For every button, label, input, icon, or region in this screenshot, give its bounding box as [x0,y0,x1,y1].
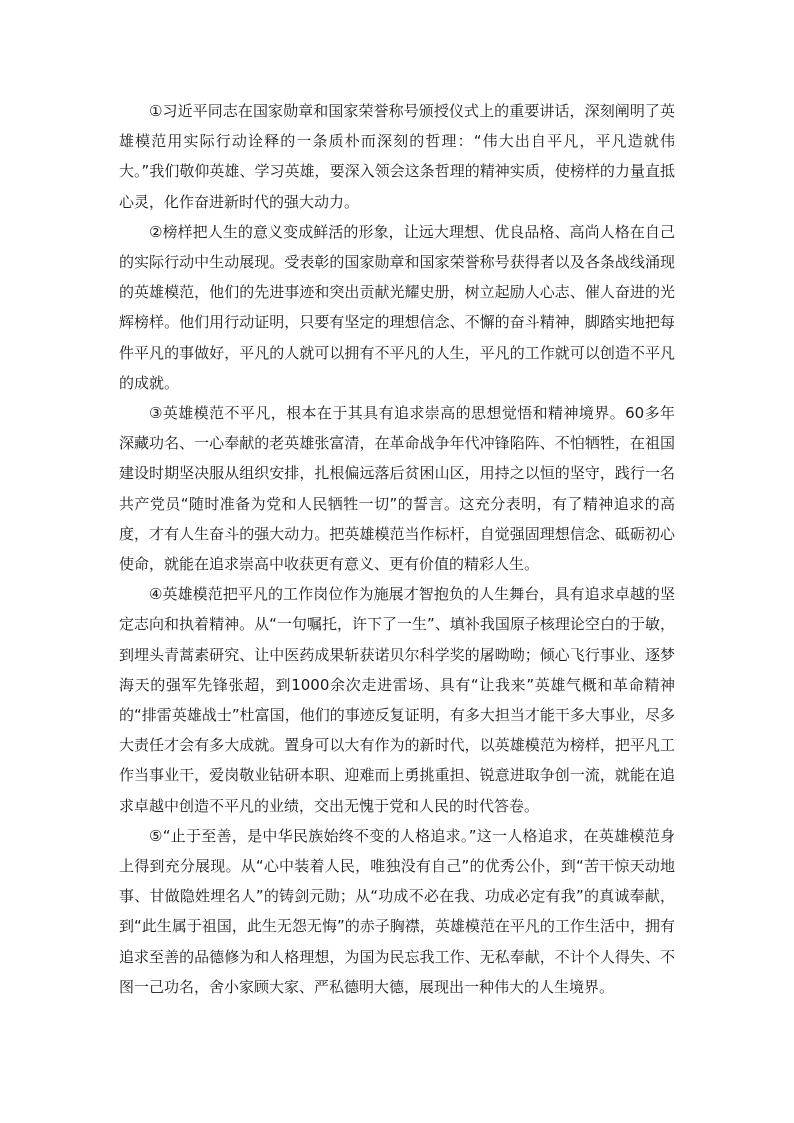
article-body [119,96,675,1002]
paragraph-3: ③英雄模范不平凡，根本在于其具有追求崇高的思想觉悟和精神境界。60多年深藏功名、一心奉献的老英雄张富清，在革命战争年代冲锋陷阵、不怕牺牲，在祖国建设时期坚决服从组织安排，扎根偏远落后贫困山区，用持之以恒的坚守，践行一名共产党员“随时准备为党和人民牺牲一切”的誓言。这充分表明，有了精神追求的高度，才有人生奋斗的强大动力。把英雄模范当作标杆，自觉强固理想信念、砥砺初心使命，就能在追求崇高中收获更有意义、更有价值的精彩人生。 [119,404,675,574]
paragraph-2: ②榜样把人生的意义变成鲜活的形象，让远大理想、优良品格、高尚人格在自己的实际行动中生动展现。受表彰的国家勋章和国家荣誉称号获得者以及各条战线涌现的英雄模范，他们的先进事迹和突出贡献光耀史册，树立起励人心志、催人奋进的光辉榜样。他们用行动证明，只要有坚定的理想信念、不懈的奋斗精神，脚踏实地把每件平凡的事做好，平凡的人就可以拥有不平凡的人生，平凡的工作就可以创造不平凡的成就。 [119,222,675,392]
paragraph-4: ④英雄模范把平凡的工作岗位作为施展才智抱负的人生舞台，具有追求卓越的坚定志向和执着精神。从“一句嘱托，许下了一生”、填补我国原子核理论空白的于敏，到埋头青蒿素研究、让中医药成果斩获诺贝尔科学奖的屠呦呦；倾心飞行事业、逐梦海天的强军先锋张超，到1000余次走进雷场、具有“让我来”英雄气概和革命精神的“排雷英雄战士”杜富国，他们的事迹反复证明，有多大担当才能干多大事业，尽多大责任才会有多大成就。置身可以大有作为的新时代，以英雄模范为榜样，把平凡工作当事业干，爱岗敬业钻研本职、迎难而上勇挑重担、锐意进取争创一流，就能在追求卓越中创造不平凡的业绩，交出无愧于党和人民的时代答卷。 [119,585,675,815]
paragraph-1: ①习近平同志在国家勋章和国家荣誉称号颁授仪式上的重要讲话，深刻阐明了英雄模范用实际行动诠释的一条质朴而深刻的哲理：“伟大出自平凡，平凡造就伟大。”我们敬仰英雄、学习英雄，要深入领会这条哲理的精神实质，使榜样的力量直抵心灵，化作奋进新时代的强大动力。 [119,102,675,211]
paragraph-5: ⑤“止于至善，是中华民族始终不变的人格追求。”这一人格追求，在英雄模范身上得到充分展现。从“心中装着人民，唯独没有自己”的优秀公仆，到“苦干惊天动地事、甘做隐姓埋名人”的铸剑元勋；从“功成不必在我、功成必定有我”的真诚奉献，到“此生属于祖国，此生无怨无悔”的赤子胸襟，英雄模范在平凡的工作生活中，拥有追求至善的品德修为和人格理想，为国为民忘我工作、无私奉献，不计个人得失、不图一己功名，舍小家顾大家、严私德明大德，展现出一种伟大的人生境界。 [119,826,675,996]
